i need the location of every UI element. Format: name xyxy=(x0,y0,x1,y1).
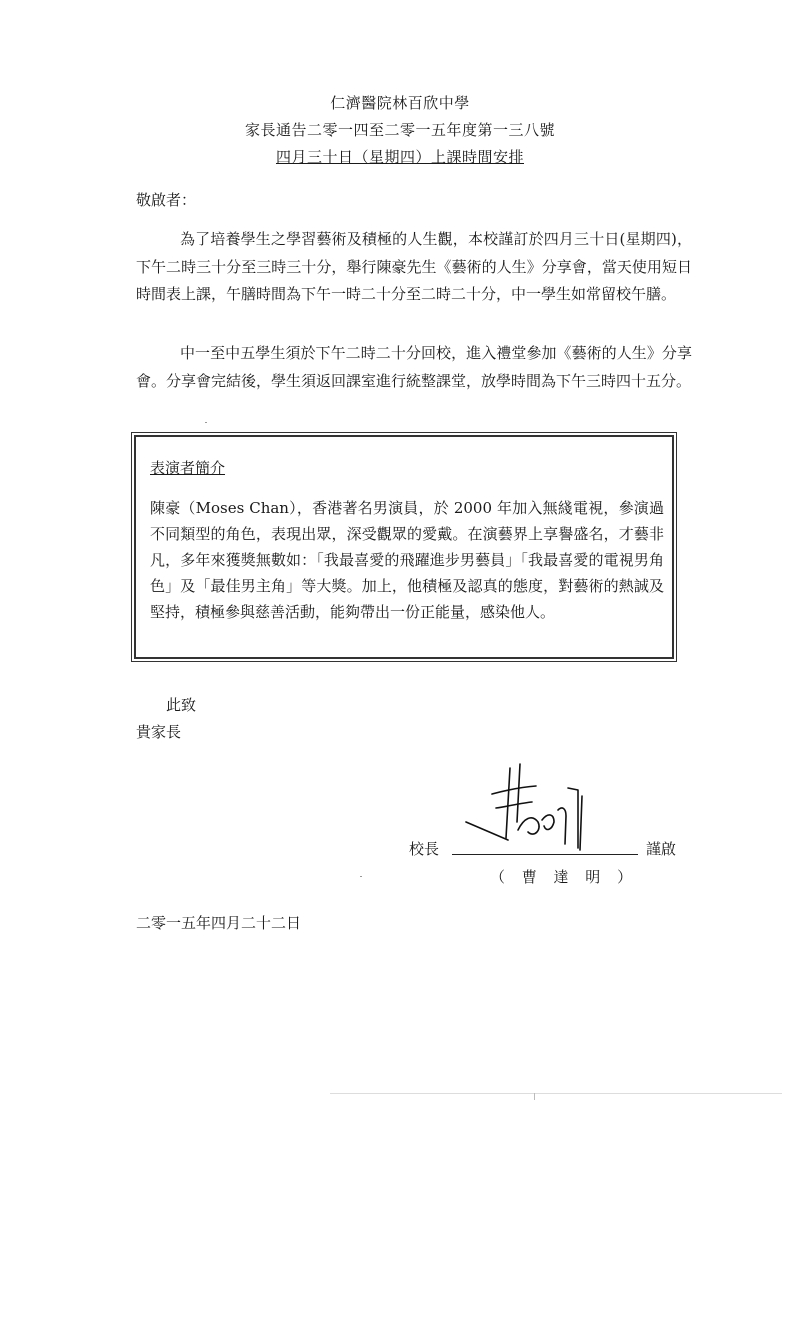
signature-line xyxy=(452,854,638,855)
principal-name: （ 曹 達 明 ） xyxy=(490,868,639,886)
performer-intro-box xyxy=(134,435,674,659)
school-name: 仁濟醫院林百欣中學 xyxy=(330,94,470,112)
closing-line-1: 此致 xyxy=(166,696,197,714)
scan-artifact-dot xyxy=(205,422,207,423)
paragraph-arrangement: 中一至中五學生須於下午二時二十分回校，進入禮堂參加《藝術的人生》分享會。分享會完結後，學生須返回課室進行統整課堂，放學時間為下午三時四十五分。 xyxy=(136,344,692,390)
closing-line-2: 貴家長 xyxy=(136,723,182,741)
notice-number: 家長通告二零一四至二零一五年度第一三八號 xyxy=(244,121,555,139)
scan-artifact-tick xyxy=(534,1093,535,1100)
performer-intro-text: 陳豪（Moses Chan），香港著名男演員，於 2000 年加入無綫電視，參演過不同類型的角色，表現出眾，深受觀眾的愛戴。在演藝界上享譽盛名，才藝非凡，多年來獲獎無數如：「我最喜愛的飛躍進步男藝員」「我最喜愛的電視男角色」及「最佳男主角」等大獎。加上，他積極及認真的態度，對藝術的熱誠及堅持，積極參與慈善活動，能夠帶出一份正能量，感染他人。 xyxy=(150,499,664,621)
notice-date: 二零一五年四月二十二日 xyxy=(136,914,302,932)
salutation: 敬啟者： xyxy=(136,191,197,209)
signature-suffix: 謹啟 xyxy=(646,840,677,858)
principal-signature xyxy=(462,760,602,855)
scan-artifact-line xyxy=(330,1093,782,1094)
notice-subject-text: 四月三十日（星期四）上課時間安排 xyxy=(275,148,524,166)
notice-subject xyxy=(0,146,800,167)
signature-label: 校長 xyxy=(409,840,440,858)
scan-artifact-dot xyxy=(360,876,362,877)
paragraph-schedule: 為了培養學生之學習藝術及積極的人生觀，本校謹訂於四月三十日(星期四)，下午二時三十分至三時三十分，舉行陳豪先生《藝術的人生》分享會，當天使用短日時間表上課，午膳時間為下午一時二十分至二時二十分，中一學生如常留校午膳。 xyxy=(136,230,692,303)
performer-intro-title: 表演者簡介 xyxy=(150,459,226,477)
